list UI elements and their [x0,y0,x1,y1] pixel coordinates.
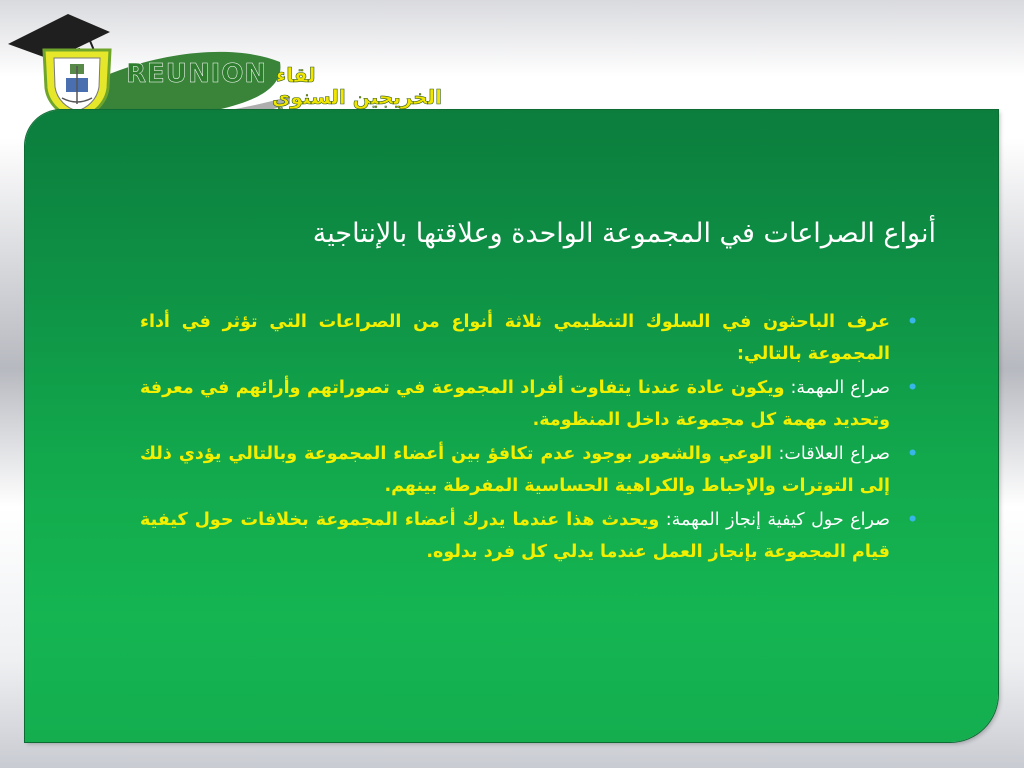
bullet-lead: صراع المهمة: [784,378,891,398]
bullet-marker-icon: • [907,378,918,398]
slide-title: أنواع الصراعات في المجموعة الواحدة وعلاقتها بالإنتاجية [312,218,936,249]
bullet-text: ويحدث هذا عندما يدرك أعضاء المجموعة بخلافات حول كيفية قيام المجموعة بإنجاز العمل عندما يدلي كل فرد بدلوه. [140,510,890,562]
bullet-text: الوعي والشعور بوجود عدم تكافؤ بين أعضاء المجموعة وبالتالي يؤدي ذلك إلى التوترات والإحباط والكراهية الحساسية المفرطة بينهم. [140,444,890,496]
bullet-list [140,306,920,570]
slide-content-panel [25,110,998,742]
bullet-text: ويكون عادة عندنا يتفاوت أفراد المجموعة في تصوراتهم وأرائهم في معرفة وتحديد مهمة كل مجموعة داخل المنظومة. [140,378,890,430]
bullet-text: عرف الباحثون في السلوك التنظيمي ثلاثة أنواع من الصراعات التي تؤثر في أداء المجموعة بالتالي: [140,312,890,364]
bullet-marker-icon: • [907,510,918,530]
logo-arabic-line2: الخريجين السنوي [272,85,443,109]
bullet-item [140,438,920,502]
bullet-marker-icon: • [907,312,918,332]
bullet-marker-icon: • [907,444,918,464]
bullet-item [140,372,920,436]
bullet-item [140,306,920,370]
bullet-item [140,504,920,568]
bullet-lead: صراع العلاقات: [772,444,891,464]
bullet-lead: صراع حول كيفية إنجاز المهمة: [659,510,890,530]
logo-reunion-text: REUNION [126,59,268,89]
logo-arabic-line1: لقاء [276,63,316,87]
